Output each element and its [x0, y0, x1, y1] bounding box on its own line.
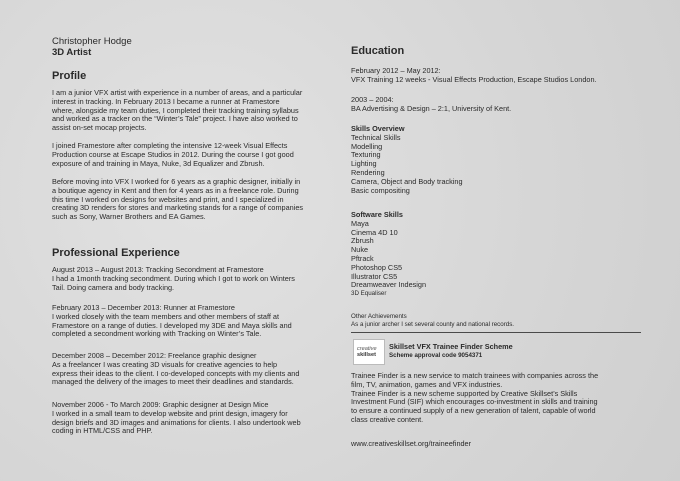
list-item: Zbrush	[351, 236, 374, 246]
scheme-code: Scheme approval code 9054371	[389, 351, 483, 359]
text-line: I worked in a small team to develop website and print design, imagery for	[52, 408, 288, 418]
list-item: Nuke	[351, 245, 369, 255]
software-heading: Software Skills	[351, 210, 403, 219]
software-extra: 3D Equaliser	[351, 290, 387, 298]
text-line: Production course at Escape Studios in 2012. During the course I got good	[52, 149, 294, 159]
text-line: film, TV, animation, games and VFX industries.	[351, 379, 503, 389]
list-item: Modelling	[351, 141, 383, 151]
candidate-role: 3D Artist	[52, 47, 92, 58]
section-divider	[351, 332, 641, 333]
text-line: As a freelancer I was creating 3D visuals for creative agencies to help	[52, 359, 278, 369]
text-line: class creative content.	[351, 414, 424, 424]
software-section	[351, 211, 641, 298]
text-line: interest in tracking. In February 2013 I became a runner at Framestore	[52, 96, 280, 106]
list-item: Rendering	[351, 167, 385, 177]
skills-section	[351, 125, 641, 195]
software-list	[351, 220, 641, 290]
text-line: coding in HTML/CSS and PHP.	[52, 426, 153, 436]
text-line: Trainee Finder is a new service to match trainees with companies across the	[351, 371, 599, 380]
text-line: BA Advertising & Design – 2:1, University of Kent.	[351, 103, 512, 113]
experience-entry	[52, 304, 332, 339]
education-heading: Education	[351, 45, 405, 57]
entry-title: December 2008 – December 2012: Freelance graphic designer	[52, 351, 257, 360]
profile-heading: Profile	[52, 70, 87, 82]
entry-title: November 2006 - To March 2009: Graphic designer at Design Mice	[52, 400, 269, 409]
text-line: I am a junior VFX artist with experience in a number of areas, and a particular	[52, 88, 303, 97]
text-line: completed a secondment working with Tracking on Winter’s Tale.	[52, 329, 262, 339]
entry-title: February 2013 – December 2013: Runner at Framestore	[52, 303, 235, 312]
entry-date: 2003 – 2004:	[351, 95, 394, 104]
list-item: Dreamweaver Indesign	[351, 280, 427, 290]
text-line: I joined Framestore after completing the intensive 12-week Visual Effects	[52, 141, 288, 150]
text-line: Before moving into VFX I worked for 6 years as a graphic designer, initially in	[52, 177, 301, 186]
profile-paragraph	[52, 89, 332, 133]
profile-paragraph	[52, 142, 332, 168]
text-line: where, alongside my team duties, I completed their tracking training syllabus	[52, 105, 299, 115]
scheme-title: Skillset VFX Trainee Finder Scheme	[389, 342, 513, 351]
text-line: express their ideas to the client. I co-developed concepts with my clients and	[52, 368, 300, 378]
list-item: Illustrator CS5	[351, 271, 398, 281]
scheme-header	[389, 343, 649, 359]
text-line: to ensure a continued supply of a new generation of talent, capable of world	[351, 406, 596, 416]
text-line: and worked as a tracker on the “Winter’s Tale” project. I have also worked to	[52, 114, 298, 124]
list-item: Maya	[351, 218, 369, 228]
text-line: design briefs and 3D images and animations for clients. I also undertook web	[52, 417, 301, 427]
experience-heading: Professional Experience	[52, 247, 180, 259]
text-line: I worked closely with the team members and other members of staff at	[52, 311, 279, 321]
list-item: Camera, Object and Body tracking	[351, 176, 463, 186]
text-line: assist on-set mocap projects.	[52, 123, 147, 133]
text-line: Trainee Finder is a new scheme supported by Creative Skillset’s Skills	[351, 388, 578, 398]
profile-paragraph	[52, 178, 332, 222]
candidate-name: Christopher Hodge	[52, 36, 132, 47]
text-line: VFX Training 12 weeks - Visual Effects Production, Escape Studios London.	[351, 74, 597, 84]
text-line: a boutique agency in Kent and then for 4 years as in a freelance role. During	[52, 185, 299, 195]
text-line: I had a 1month tracking secondment. During which I got to work on Winters	[52, 273, 295, 283]
text-line: such as Sony, Warner Brothers and EA Games.	[52, 212, 206, 222]
list-item: Pftrack	[351, 253, 374, 263]
other-heading: Other Achievements	[351, 313, 407, 320]
list-item: Lighting	[351, 159, 377, 169]
text-line: Investment Fund (SIF) which encourages co-investment in skills and training	[351, 397, 598, 407]
list-item: Cinema 4D 10	[351, 227, 398, 237]
logo-text-top: creative	[357, 346, 377, 352]
text-line: exposure of and training in Maya, Nuke, 3d Equalizer and Zbrush.	[52, 158, 265, 168]
scheme-url-link[interactable]: www.creativeskillset.org/traineefinder	[351, 439, 472, 448]
entry-date: February 2012 – May 2012:	[351, 66, 441, 75]
list-item: Basic compositing	[351, 185, 410, 195]
list-item: Texturing	[351, 150, 381, 160]
experience-entry	[52, 266, 332, 292]
creative-skillset-logo	[353, 339, 385, 365]
list-item: Technical Skills	[351, 132, 401, 142]
skills-list	[351, 134, 641, 196]
education-entry	[351, 67, 651, 85]
experience-entry	[52, 401, 332, 436]
text-line: Tail. Doing camera and body tracking.	[52, 282, 175, 292]
text-line: this time I worked on designs for websites and print, and I specialized in	[52, 194, 284, 204]
education-entry	[351, 96, 651, 114]
other-text: As a junior archer I set several county and national records.	[351, 320, 515, 328]
logo-text-bottom: skillset	[357, 352, 376, 358]
other-achievements	[351, 313, 651, 328]
skills-heading: Skills Overview	[351, 124, 405, 133]
experience-entry	[52, 352, 332, 387]
text-line: managed the delivery of the images to meet their deadlines and standards.	[52, 377, 294, 387]
list-item: Photoshop CS5	[351, 262, 403, 272]
text-line: creating 3D renders for stores and marketing stands for a range of companies	[52, 203, 304, 213]
scheme-description	[351, 372, 651, 425]
entry-title: August 2013 – August 2013: Tracking Secondment at Framestore	[52, 265, 264, 274]
text-line: Framestore on a range of duties. I developed my 3DE and Maya skills and	[52, 320, 292, 330]
